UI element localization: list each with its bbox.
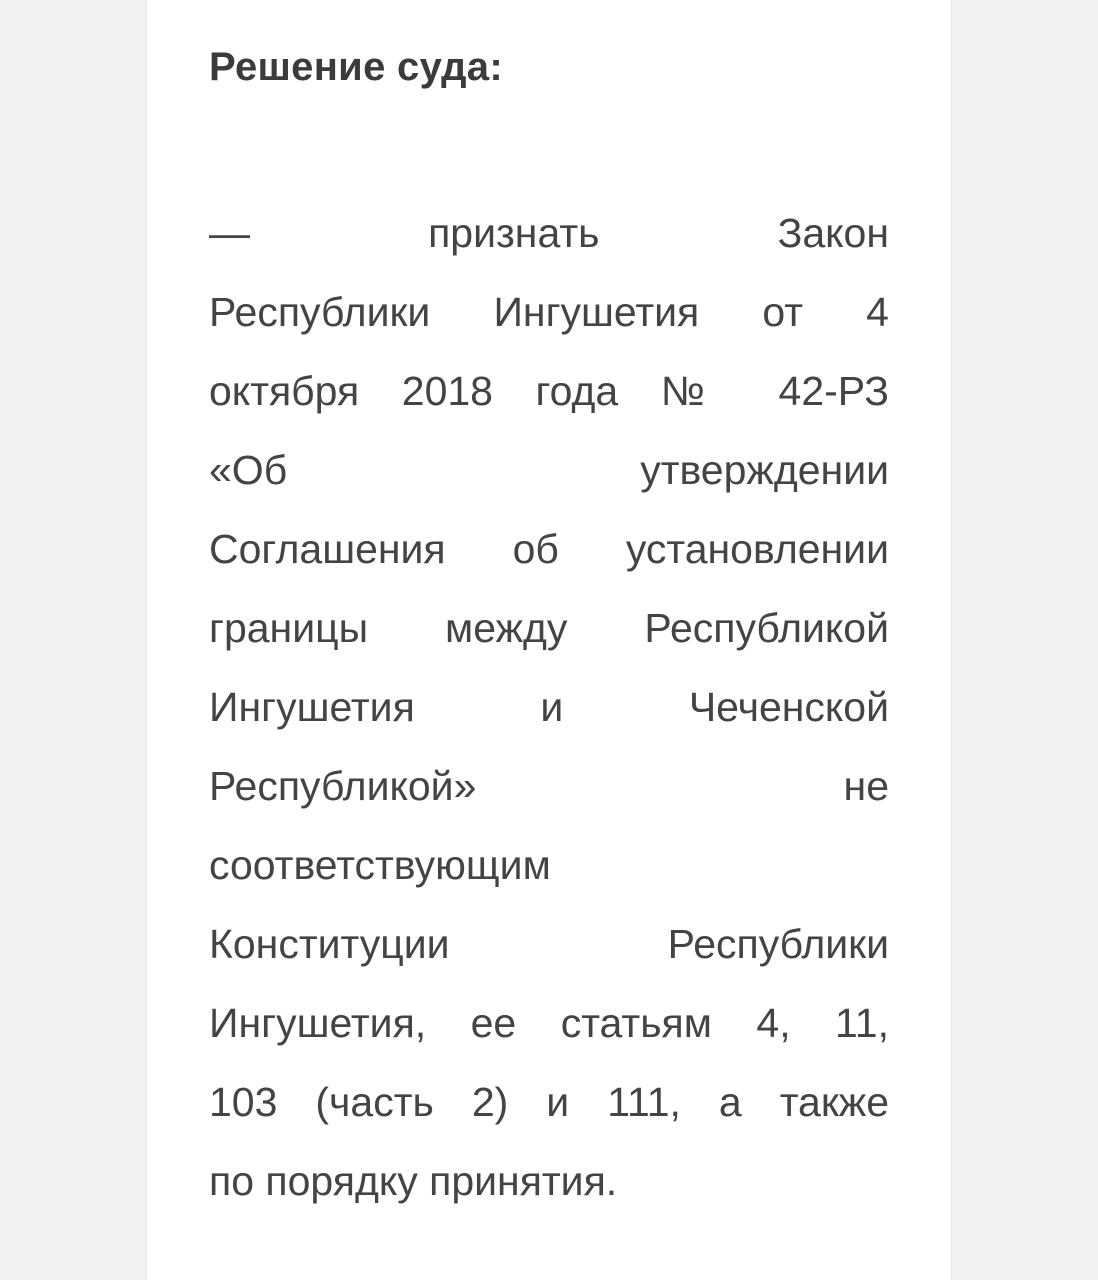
article-line: — признать Закон <box>209 210 889 256</box>
article-line: Республикой» не <box>209 763 889 809</box>
article-line: Ингушетия и Чеченской <box>209 684 889 730</box>
article-card <box>146 0 952 1280</box>
article-line: соответствующим <box>209 842 551 888</box>
article-line: по порядку принятия. <box>209 1158 618 1204</box>
article-line: «Об утверждении <box>209 447 889 493</box>
article-body <box>209 194 889 1221</box>
article-line: Ингушетия, ее статьям 4, 11, <box>209 1000 889 1046</box>
article-line: Конституции Республики <box>209 921 889 967</box>
article-line: Республики Ингушетия от 4 <box>209 289 889 335</box>
article-heading: Решение суда: <box>209 45 503 89</box>
article-line: 103 (часть 2) и 111, а также <box>209 1079 889 1125</box>
article-line: границы между Республикой <box>209 605 889 651</box>
article-line: Соглашения об установлении <box>209 526 889 572</box>
article-line: октября 2018 года № 42-РЗ <box>209 368 889 414</box>
